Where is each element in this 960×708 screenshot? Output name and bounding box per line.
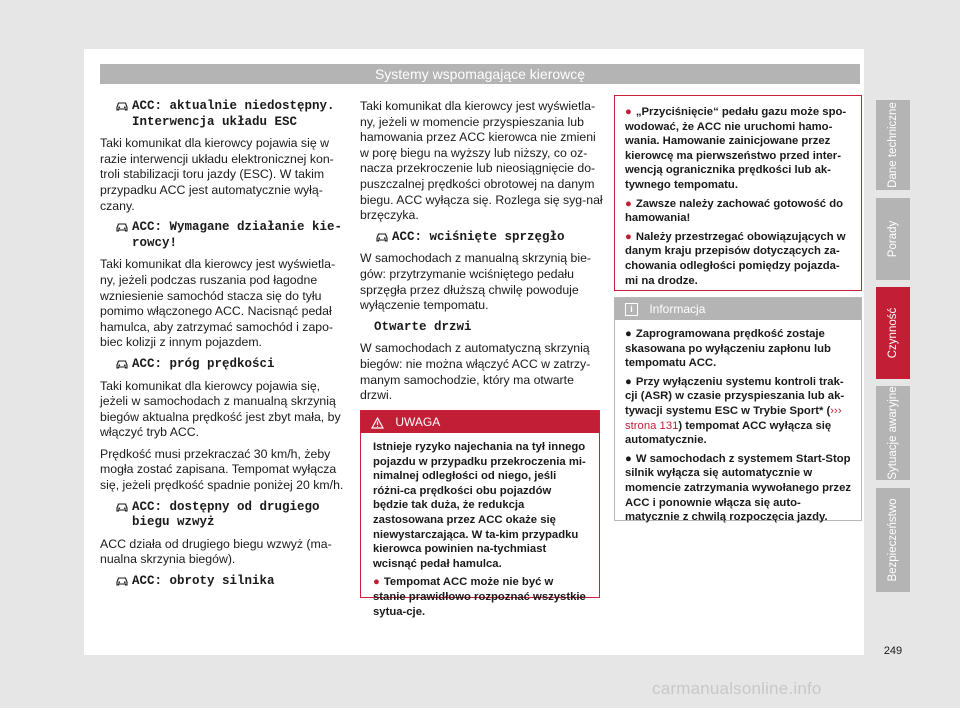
tab-bezpieczenstwo[interactable]: Bezpieczeństwo	[876, 488, 910, 592]
paragraph: Prędkość musi przekraczać 30 km/h, żeby mogła zostać zapisana. Tempomat wyłącza się, jeżeli prędkość spadnie poniżej 20 km/h.	[100, 446, 344, 493]
bullet-icon: ●	[625, 452, 632, 465]
message-code: ACC: aktualnie niedostępny. Interwencja układu ESC	[100, 99, 344, 130]
message-code: ACC: obroty silnika	[100, 574, 344, 590]
info-header	[615, 298, 861, 320]
watermark: carmanualsonline.info	[652, 679, 822, 698]
warning-title: UWAGA	[395, 415, 441, 429]
bullet-icon: ●	[625, 197, 632, 210]
bullet-icon: ●	[625, 106, 632, 118]
warning-bullet: ● Tempomat ACC może nie być w stanie prawidłowo rozpoznać wszystkie sytua-cje.	[373, 576, 586, 618]
car-icon	[114, 501, 130, 513]
paragraph: W samochodach z manualną skrzynią bie-gów: przytrzymanie wciśniętego pedału sprzęgła przez dłuższą chwilę powoduje wyłączenie tempomatu.	[360, 251, 592, 313]
bullet-icon: ●	[625, 375, 632, 388]
warning-header	[361, 411, 599, 433]
bullet-icon: ●	[373, 576, 380, 589]
caution-bullet: ● „Przyciśnięcie“ pedału gazu może spo-wodować, że ACC nie uruchomi hamo-wania. Hamowanie zainicjowane przez kierowcę ma pierwszeństwo przed inter-wencją ogranicznika prędkości lub ak-tywnego tempomatu.	[625, 106, 847, 191]
bullet-icon: ●	[625, 230, 632, 243]
info-bullet: ● Zaprogramowana prędkość zostaje skasowana po wyłączeniu zapłonu lub tempomatu ACC.	[625, 328, 831, 370]
warning-body	[361, 433, 599, 619]
middle-column	[360, 99, 604, 410]
message-code: ACC: Wymagane działanie kie-rowcy!	[100, 220, 344, 251]
info-title: Informacja	[649, 302, 706, 316]
message-code: Otwarte drzwi	[374, 319, 472, 334]
paragraph: Taki komunikat dla kierowcy pojawia się, jeżeli w samochodach z manualną skrzynią biegów aktualna prędkość jest zbyt mała, by włączyć tryb ACC.	[100, 378, 341, 440]
tab-porady[interactable]: Porady	[876, 198, 910, 280]
caution-bullet: ● Należy przestrzegać obowiązujących w danym kraju przepisów dotyczących za-chowania odległości pomiędzy pojazda-mi na drodze.	[625, 230, 846, 287]
bullet-icon: ●	[625, 328, 632, 340]
paragraph: Taki komunikat dla kierowcy pojawia się w razie interwencji układu elektronicznej kon-troli stabilizacji toru jazdy (ESC). W takim przypadku ACC jest automatycznie wyłą-czany.	[100, 136, 334, 213]
info-box	[614, 297, 862, 524]
warning-triangle-icon	[371, 417, 384, 429]
paragraph: Taki komunikat dla kierowcy jest wyświetla-ny, jeżeli w momencie przyspieszania lub hamowania przez ACC kierowca nie zmieni w porę biegu na wyższy lub niższy, co oz-nacza przekroczenie lub nieosiągnięcie do-puszczalnej prędkości obrotowej na danym biegu. ACC wyłącza się. Rozlega się syg-nał brzęczyka.	[360, 99, 603, 223]
message-code: ACC: wciśnięte sprzęgło	[360, 230, 604, 246]
message-code: ACC: próg prędkości	[100, 357, 344, 373]
paragraph: W samochodach z automatyczną skrzynią biegów: nie można włączyć ACC w zatrzy-manym samochodzie, który ma otwarte drzwi.	[360, 341, 591, 403]
warning-text: Istnieje ryzyko najechania na tył innego pojazdu w przypadku przekroczenia mi-nimalnej odległości od niego, jeśli różni-ca prędkości obu pojazdów będzie tak duża, że redukcja zastosowana przez ACC okaże się niewystarczająca. W ta-kim przypadku kierowca powinien na-tychmiast wcisnąć pedał hamulca.	[373, 441, 586, 570]
info-body	[615, 320, 861, 525]
tab-sytuacje-awaryjne[interactable]: Sytuacje awaryjne	[876, 386, 910, 480]
page-reference-link[interactable]: ››› strona 131	[625, 404, 842, 432]
car-icon	[114, 575, 130, 587]
page-number: 249	[883, 645, 903, 657]
car-icon	[114, 100, 130, 112]
car-icon	[114, 358, 130, 370]
caution-box	[614, 95, 862, 291]
caution-bullet: ● Zawsze należy zachować gotowość do hamowania!	[625, 197, 843, 225]
message-code: ACC: dostępny od drugiego biegu wzwyż	[100, 500, 344, 531]
paragraph: Taki komunikat dla kierowcy jest wyświetla-ny, jeżeli podczas ruszania pod łagodne wzniesienie samochód stacza się do tyłu pomimo włączonego ACC. Nacisnąć pedał hamulca, aby zatrzymać samochód i zapo-biec kolizji z innym pojazdem.	[100, 257, 336, 350]
paragraph: ACC działa od drugiego biegu wzwyż (ma-nualna skrzynia biegów).	[100, 536, 332, 567]
car-icon	[374, 231, 390, 243]
left-column	[100, 99, 344, 596]
car-icon	[114, 221, 130, 233]
tab-czynnosc[interactable]: Czynność	[876, 287, 910, 379]
info-icon: i	[625, 303, 638, 316]
warning-box	[360, 410, 600, 618]
tab-dane-techniczne[interactable]: Dane techniczne	[876, 100, 910, 190]
page-header: Systemy wspomagające kierowcę	[100, 64, 860, 84]
info-bullet: ● W samochodach z systemem Start-Stop silnik wyłącza się automatycznie w momencie zatrzymania wywołanego przez ACC i ponownie włącza się auto-matycznie z chwilą rozpoczęcia jazdy.	[625, 452, 852, 524]
info-bullet: ● Przy wyłączeniu systemu kontroli trak-cji (ASR) w czasie przyspieszania lub ak-tywacji systemu ESC w Trybie Sport* (››› strona 131) tempomat ACC wyłącza się automatycznie.	[625, 375, 845, 447]
